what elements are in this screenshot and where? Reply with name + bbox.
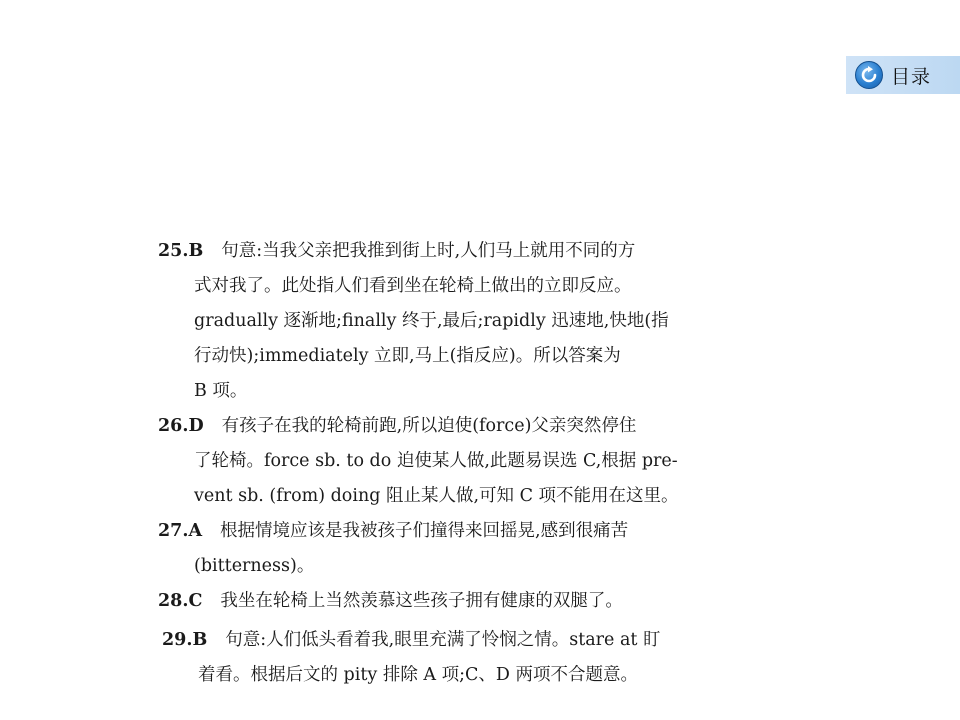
item-text: 根据情境应该是我被孩子们撞得来回摇晃,感到很痛苦 bbox=[220, 521, 629, 541]
toc-button[interactable] bbox=[846, 56, 960, 94]
item-text: (bitterness)。 bbox=[194, 556, 315, 576]
item-text: 行动快);immediately 立即,马上(指反应)。所以答案为 bbox=[194, 346, 621, 366]
item-text: gradually 逐渐地;finally 终于,最后;rapidly 迅速地,快地(指 bbox=[194, 311, 669, 331]
item-text: 着看。根据后文的 pity 排除 A 项;C、D 两项不合题意。 bbox=[198, 665, 638, 685]
item-answer: C bbox=[188, 591, 203, 611]
item-line bbox=[158, 584, 798, 619]
toc-label: 目录 bbox=[891, 65, 932, 88]
item-number: 28. bbox=[158, 591, 189, 611]
item-text: 有孩子在我的轮椅前跑,所以迫使(force)父亲突然停住 bbox=[221, 416, 637, 436]
item-number: 27. bbox=[158, 521, 189, 541]
item-text: 了轮椅。force sb. to do 迫使某人做,此题易误选 C,根据 pre- bbox=[194, 451, 678, 471]
item-text: 句意:人们低头看着我,眼里充满了怜悯之情。stare at 盯 bbox=[225, 630, 661, 650]
answer-item-28 bbox=[158, 584, 798, 619]
item-text: vent sb. (from) doing 阻止某人做,可知 C 项不能用在这里。 bbox=[194, 486, 679, 506]
item-answer: B bbox=[192, 630, 208, 650]
answer-item-27 bbox=[158, 514, 798, 584]
item-line bbox=[158, 409, 798, 444]
item-number: 29. bbox=[162, 630, 193, 650]
item-line bbox=[158, 234, 798, 269]
answer-explanations bbox=[158, 234, 798, 693]
item-number: 26. bbox=[158, 416, 189, 436]
item-text: 句意:当我父亲把我推到街上时,人们马上就用不同的方 bbox=[221, 241, 636, 261]
item-line bbox=[158, 514, 798, 549]
refresh-arrow-icon bbox=[855, 61, 883, 89]
item-answer: A bbox=[188, 521, 203, 541]
item-number: 25. bbox=[158, 241, 189, 261]
item-answer: D bbox=[188, 416, 204, 436]
item-text: 式对我了。此处指人们看到坐在轮椅上做出的立即反应。 bbox=[194, 276, 632, 296]
answer-item-25 bbox=[158, 234, 798, 409]
answer-item-29 bbox=[158, 623, 798, 693]
item-line bbox=[162, 623, 798, 658]
item-answer: B bbox=[188, 241, 204, 261]
answer-item-26 bbox=[158, 409, 798, 514]
item-text: B 项。 bbox=[194, 381, 248, 401]
item-text: 我坐在轮椅上当然羡慕这些孩子拥有健康的双腿了。 bbox=[220, 591, 623, 611]
